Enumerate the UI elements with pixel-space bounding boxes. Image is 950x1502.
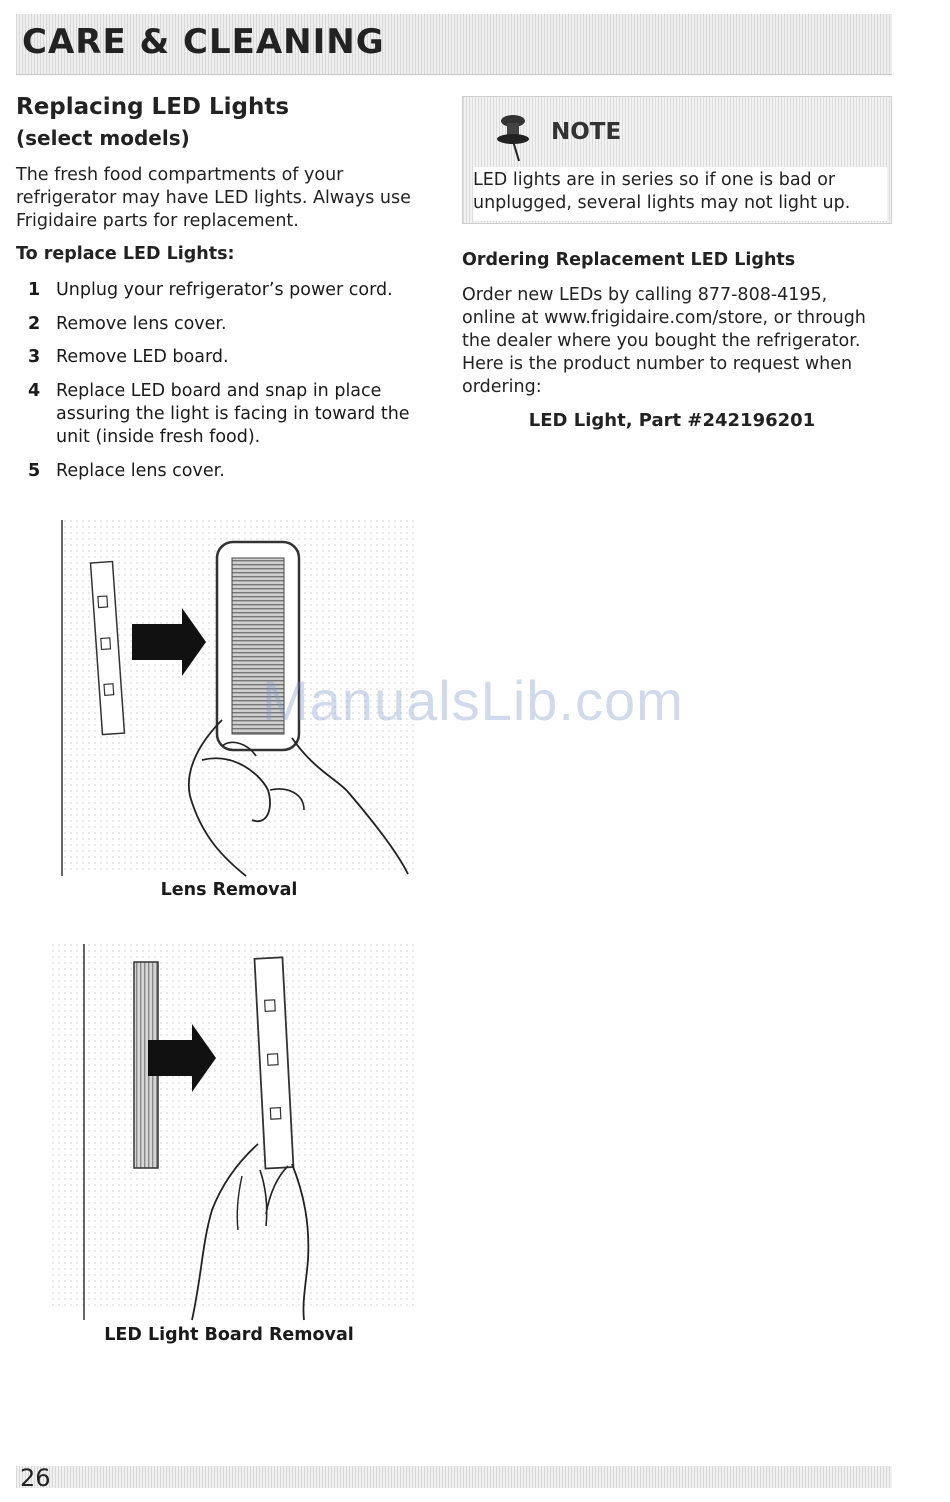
page-footer (16, 1464, 892, 1492)
step-number: 2 (28, 314, 41, 334)
step-text: Remove lens cover. (56, 314, 227, 334)
note-title: NOTE (551, 119, 622, 145)
ordering-line: online at www.frigidaire.com/store, or through (462, 308, 866, 328)
note-body (473, 167, 887, 221)
figure-caption: LED Light Board Removal (104, 1325, 354, 1345)
step-text: unit (inside fresh food). (56, 427, 261, 447)
intro-line: refrigerator may have LED lights. Always use (16, 188, 411, 208)
step-text: Unplug your refrigerator’s power cord. (56, 280, 393, 300)
step-text: Replace LED board and snap in place (56, 381, 382, 401)
steps-heading: To replace LED Lights: (16, 244, 235, 264)
ordering-paragraph (462, 284, 892, 399)
note-line: LED lights are in series so if one is bad or (473, 170, 836, 190)
step-number: 4 (28, 381, 41, 401)
step-number: 3 (28, 347, 41, 367)
ordering-heading: Ordering Replacement LED Lights (462, 250, 796, 270)
led-board-removal-illustration (52, 944, 416, 1324)
ordering-line: Here is the product number to request when (462, 354, 853, 374)
section-title: CARE & CLEANING (22, 22, 385, 62)
ordering-line: ordering: (462, 377, 542, 397)
step-number: 5 (28, 461, 41, 481)
part-number: LED Light, Part #242196201 (528, 410, 816, 431)
section-banner (16, 14, 892, 75)
pushpin-icon (493, 111, 533, 163)
step-text: Replace lens cover. (56, 461, 225, 481)
intro-paragraph (16, 164, 436, 233)
intro-line: Frigidaire parts for replacement. (16, 211, 299, 231)
figure-caption: Lens Removal (160, 880, 298, 900)
watermark: ManualsLib.com (262, 669, 684, 732)
ordering-line: Order new LEDs by calling 877-808-4195, (462, 285, 828, 305)
page-title: Replacing LED Lights (16, 94, 290, 120)
intro-line: The fresh food compartments of your (16, 165, 344, 185)
step-number: 1 (28, 280, 41, 300)
page-number: 26 (20, 1464, 51, 1492)
note-line: unplugged, several lights may not light up. (473, 193, 851, 213)
step-text: Remove LED board. (56, 347, 229, 367)
note-box (462, 96, 892, 224)
page-subtitle: (select models) (16, 126, 190, 150)
ordering-line: the dealer where you bought the refrigerator. (462, 331, 861, 351)
step-text: assuring the light is facing in toward the (56, 404, 410, 424)
